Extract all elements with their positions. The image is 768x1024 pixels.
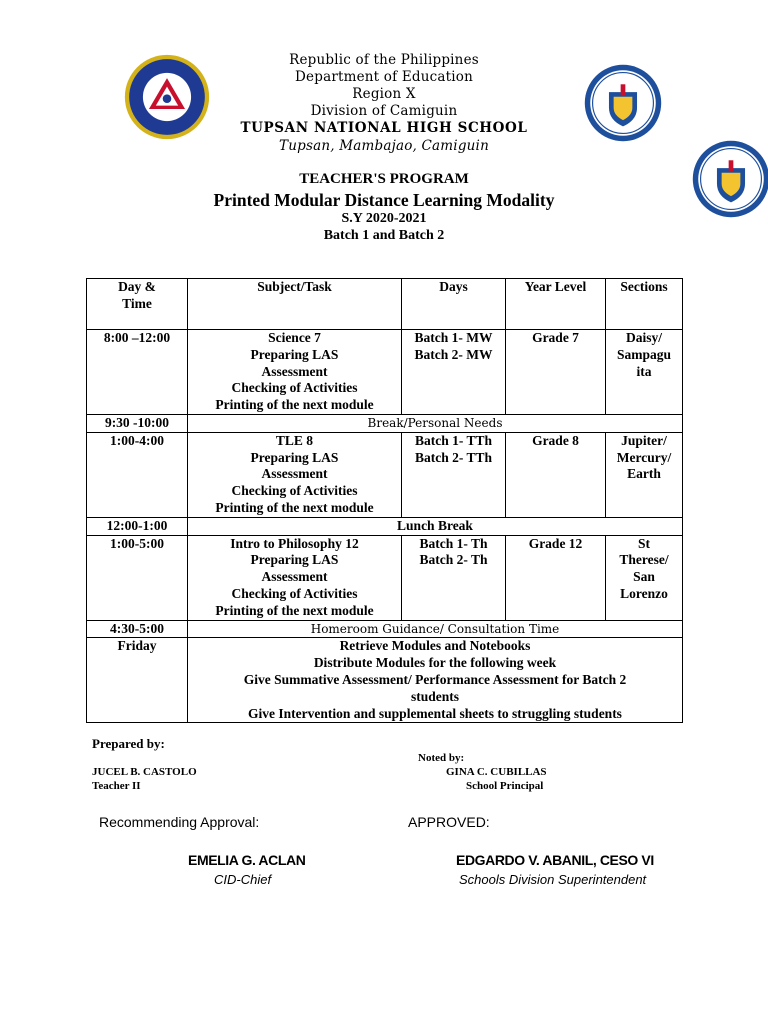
schedule-table xyxy=(86,278,683,723)
header-school-name: TUPSAN NATIONAL HIGH SCHOOL xyxy=(240,120,528,136)
subject-line: Checking of Activities xyxy=(231,585,358,601)
friday-task-line: Distribute Modules for the following week xyxy=(313,655,557,671)
sections-line: Jupiter/ xyxy=(621,432,667,448)
days-line: Batch 2- Th xyxy=(419,552,488,568)
sections-line: Earth xyxy=(627,466,661,482)
days-line: Batch 1- TTh xyxy=(414,432,493,448)
header-day-time-line: Day & xyxy=(118,279,156,294)
table-row xyxy=(87,330,683,415)
sections-line: Daisy/ xyxy=(625,330,662,345)
cell-time: 8:00 –12:00 xyxy=(87,330,188,415)
subject-line: Preparing LAS xyxy=(250,449,339,465)
subject-line: Assessment xyxy=(261,569,328,585)
sections-line: St xyxy=(637,535,650,551)
prepared-by-name: JUCEL B. CASTOLO xyxy=(92,766,197,778)
cell-homeroom: Homeroom Guidance/ Consultation Time xyxy=(188,620,683,638)
cell-sections xyxy=(606,330,683,415)
cell-time: 1:00-5:00 xyxy=(87,535,188,620)
cell-time: 4:30-5:00 xyxy=(87,620,188,638)
cell-lunch: Lunch Break xyxy=(188,517,683,535)
title-modality: Printed Modular Distance Learning Modality xyxy=(213,190,555,210)
cell-year-level: Grade 7 xyxy=(506,330,606,415)
header-subject: Subject/Task xyxy=(188,279,402,330)
table-row xyxy=(87,620,683,638)
noted-by-name: GINA C. CUBILLAS xyxy=(446,766,547,778)
table-row xyxy=(87,638,683,723)
sections-line: Sampagu xyxy=(616,346,672,362)
recommending-title: CID-Chief xyxy=(214,872,272,887)
cell-sections xyxy=(606,535,683,620)
approved-name: EDGARDO V. ABANIL, CESO VI xyxy=(456,852,654,868)
days-line: Batch 2- TTh xyxy=(414,449,493,465)
sections-line: San xyxy=(633,569,655,585)
days-line: Batch 2- MW xyxy=(414,346,493,362)
header-year-level: Year Level xyxy=(506,279,606,330)
cell-days xyxy=(402,330,506,415)
subject-line: Science 7 xyxy=(268,330,321,345)
cell-time: 12:00-1:00 xyxy=(87,517,188,535)
friday-task-line: Give Intervention and supplemental sheets to struggling students xyxy=(248,705,622,721)
header-day-time xyxy=(87,279,188,330)
days-line: Batch 1- MW xyxy=(414,330,493,345)
header-sections: Sections xyxy=(606,279,683,330)
prepared-by-label: Prepared by: xyxy=(92,736,165,751)
header-address: Tupsan, Mambajao, Camiguin xyxy=(279,138,489,154)
title-program: TEACHER'S PROGRAM xyxy=(299,171,469,187)
cell-subject xyxy=(188,432,402,517)
subject-line: Assessment xyxy=(261,466,328,482)
friday-task-line: students xyxy=(410,688,459,704)
cell-subject xyxy=(188,535,402,620)
header-region: Region X xyxy=(352,86,416,102)
cell-time: 9:30 -10:00 xyxy=(87,415,188,433)
header-department: Department of Education xyxy=(295,69,473,85)
cell-friday-tasks xyxy=(188,638,683,723)
subject-line: Intro to Philosophy 12 xyxy=(230,535,359,551)
cell-time: Friday xyxy=(87,638,188,723)
prepared-by-title: Teacher II xyxy=(92,780,141,792)
days-line: Batch 1- Th xyxy=(419,535,488,551)
subject-line: Printing of the next module xyxy=(215,602,374,618)
recommending-approval-label: Recommending Approval: xyxy=(99,814,260,830)
cell-year-level: Grade 12 xyxy=(506,535,606,620)
noted-by-title: School Principal xyxy=(466,780,544,792)
subject-line: Printing of the next module xyxy=(215,499,374,515)
subject-line: Preparing LAS xyxy=(250,552,339,568)
approved-label: APPROVED: xyxy=(408,814,490,830)
subject-line: Checking of Activities xyxy=(231,380,358,396)
cell-sections xyxy=(606,432,683,517)
cell-days xyxy=(402,535,506,620)
sections-line: Lorenzo xyxy=(620,585,668,601)
cell-time: 1:00-4:00 xyxy=(87,432,188,517)
subject-line: Checking of Activities xyxy=(231,483,358,499)
table-header-row xyxy=(87,279,683,330)
header-days: Days xyxy=(402,279,506,330)
header-republic: Republic of the Philippines xyxy=(289,52,479,68)
sections-line: Mercury/ xyxy=(616,449,672,465)
table-row xyxy=(87,517,683,535)
noted-by-label: Noted by: xyxy=(418,752,465,764)
friday-task-line: Give Summative Assessment/ Performance Assessment for Batch 2 xyxy=(243,671,627,687)
cell-year-level: Grade 8 xyxy=(506,432,606,517)
recommending-name: EMELIA G. ACLAN xyxy=(188,852,306,868)
header-day-time-line: Time xyxy=(122,295,152,311)
subject-line: Assessment xyxy=(261,363,328,379)
table-row xyxy=(87,432,683,517)
subject-line: Preparing LAS xyxy=(250,346,339,362)
approved-title: Schools Division Superintendent xyxy=(459,872,647,887)
cell-break: Break/Personal Needs xyxy=(188,415,683,433)
cell-subject xyxy=(188,330,402,415)
friday-task-line: Retrieve Modules and Notebooks xyxy=(339,638,531,654)
header-division: Division of Camiguin xyxy=(310,103,458,119)
title-batches: Batch 1 and Batch 2 xyxy=(323,228,445,243)
table-row xyxy=(87,535,683,620)
table-row xyxy=(87,415,683,433)
title-school-year: S.Y 2020-2021 xyxy=(341,211,427,226)
cell-days xyxy=(402,432,506,517)
sections-line: Therese/ xyxy=(619,552,669,568)
subject-line: Printing of the next module xyxy=(215,397,374,413)
subject-line: TLE 8 xyxy=(275,432,314,448)
sections-line: ita xyxy=(636,363,652,379)
